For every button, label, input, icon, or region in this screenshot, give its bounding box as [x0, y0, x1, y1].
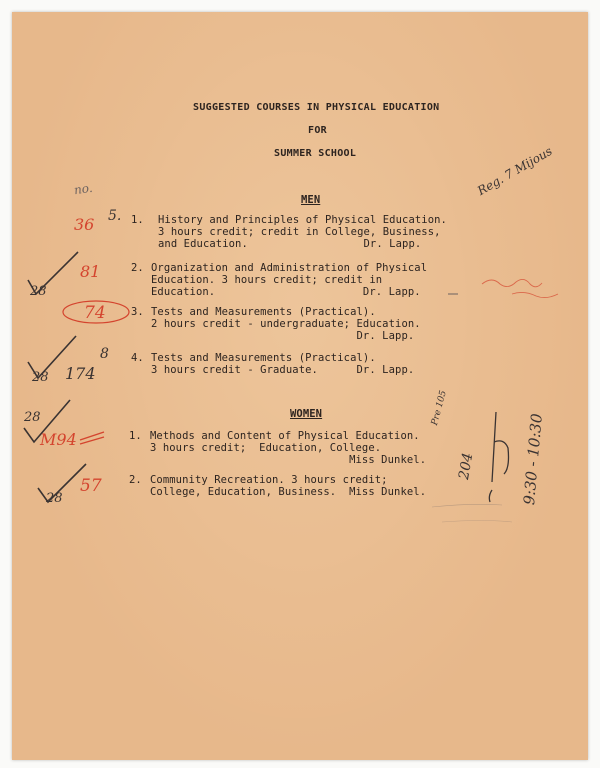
- women-course-1-number: 1.: [129, 430, 142, 442]
- annotation-28-a: 28: [30, 284, 47, 299]
- men-course-1-line-3: and Education. Dr. Lapp.: [158, 238, 422, 250]
- women-course-1-line-3: Miss Dunkel.: [150, 454, 427, 466]
- annotation-28-d: 28: [46, 491, 63, 506]
- men-course-4-line-2: 3 hours credit - Graduate. Dr. Lapp.: [151, 364, 415, 376]
- men-course-3-line-2: 2 hours credit - undergraduate; Education.: [151, 318, 421, 330]
- annotation-81: 81: [80, 262, 101, 281]
- scribble-red: [482, 279, 558, 297]
- annotation-74: 74: [84, 303, 106, 323]
- women-course-1-line-2: 3 hours credit; Education, College.: [150, 442, 382, 454]
- annotation-28-c: 28: [24, 410, 41, 425]
- women-course-2-line-2: College, Education, Business. Miss Dunkel.: [150, 486, 427, 498]
- men-course-3-number: 3.: [131, 306, 144, 318]
- faint-line-1: [432, 504, 502, 507]
- men-section-title: MEN: [301, 194, 321, 206]
- annotation-5: 5.: [108, 208, 122, 224]
- annotation-pre: Pre 105: [430, 389, 449, 427]
- men-course-2-line-1: Organization and Administration of Physical: [151, 262, 428, 274]
- annotation-m94: M94: [40, 430, 77, 449]
- men-course-2-number: 2.: [131, 262, 144, 274]
- men-course-1-line-1: History and Principles of Physical Education.: [158, 214, 447, 226]
- women-course-1-line-1: Methods and Content of Physical Education.: [150, 430, 420, 442]
- men-course-1-number: 1.: [131, 214, 144, 226]
- document-page: [12, 12, 588, 760]
- men-course-2-line-3: Education. Dr. Lapp.: [151, 286, 421, 298]
- heading-line-3: SUMMER SCHOOL: [274, 148, 357, 159]
- men-course-1-line-2: 3 hours credit; credit in College, Business,: [158, 226, 441, 238]
- annotation-no: no.: [73, 180, 94, 198]
- men-course-4-number: 4.: [131, 352, 144, 364]
- women-section-title: WOMEN: [290, 408, 323, 420]
- men-course-4-line-1: Tests and Measurements (Practical).: [151, 352, 376, 364]
- annotation-57: 57: [80, 476, 102, 496]
- men-course-3-line-3: Dr. Lapp.: [151, 330, 415, 342]
- women-course-2-number: 2.: [129, 474, 142, 486]
- annotation-174: 174: [65, 364, 96, 383]
- women-course-2-line-1: Community Recreation. 3 hours credit;: [150, 474, 388, 486]
- annotation-28-b: 28: [32, 370, 49, 385]
- heading-line-1: SUGGESTED COURSES IN PHYSICAL EDUCATION: [193, 102, 440, 113]
- pencil-marks: [12, 12, 588, 760]
- signature-stroke: [489, 412, 508, 502]
- men-course-3-line-1: Tests and Measurements (Practical).: [151, 306, 376, 318]
- faint-line-2: [442, 521, 512, 523]
- heading-line-2: FOR: [308, 125, 327, 136]
- annotation-room: 204: [456, 451, 477, 481]
- annotation-reg: Reg. 7 Mijous: [475, 143, 555, 198]
- men-course-2-line-2: Education. 3 hours credit; credit in: [151, 274, 383, 286]
- annotation-8: 8: [100, 346, 109, 362]
- annotation-time: 9:30 - 10:30: [520, 412, 546, 506]
- annotation-36: 36: [74, 215, 95, 234]
- strike-m94: [80, 432, 104, 444]
